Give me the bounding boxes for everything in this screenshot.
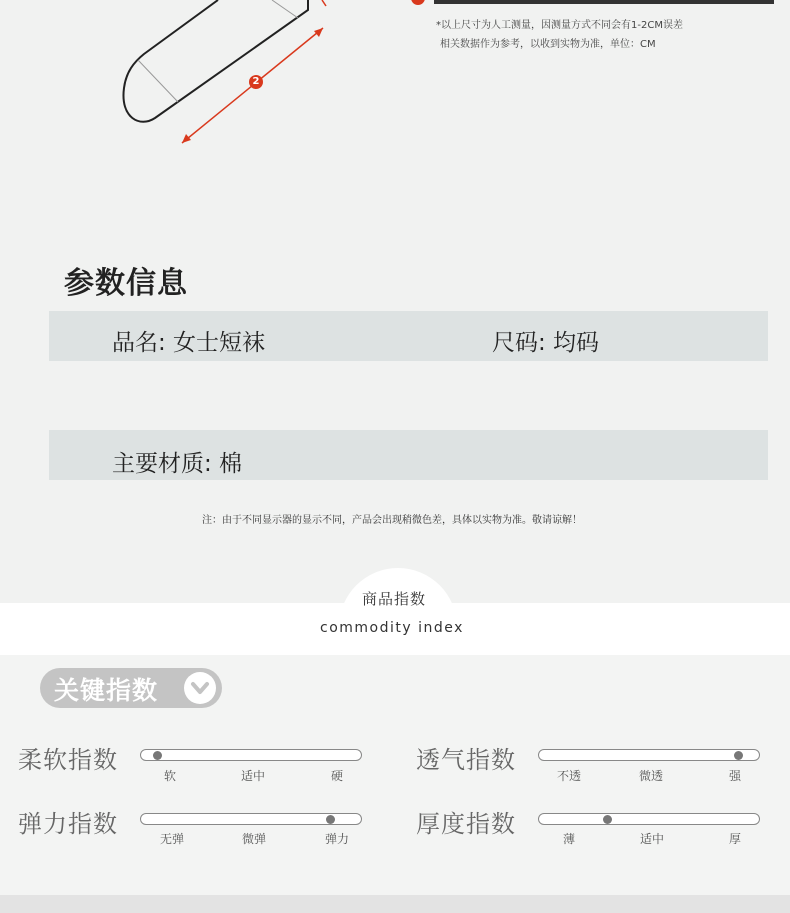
breathability-tick-low: 不透: [556, 769, 582, 783]
thickness-tick-mid: 适中: [639, 832, 665, 846]
measurement-note-1: *以上尺寸为人工测量，因测量方式不同会有1-2CM误差: [436, 20, 683, 31]
marker-2-label: 2: [252, 76, 260, 87]
parameters-title: 参数信息: [64, 266, 188, 301]
thickness-level-dot: [603, 815, 612, 824]
breathability-track: [538, 749, 760, 761]
elasticity-track: [140, 813, 362, 825]
arrow-top-partial: [322, 0, 326, 6]
thickness-tick-high: 厚: [728, 832, 742, 846]
breathability-tick-high: 强: [728, 769, 742, 783]
sock-outline: [123, 0, 308, 122]
softness-level-dot: [153, 751, 162, 760]
measurement-note-2: 相关数据作为参考，以收到实物为准，单位：CM: [440, 39, 656, 50]
cropped-heading-text: [434, 0, 774, 4]
bottom-divider-strip: [0, 895, 790, 913]
softness-tick-low: 软: [163, 769, 177, 783]
elasticity-tick-low: 无弹: [159, 832, 185, 846]
elasticity-tick-high: 弹力: [324, 832, 350, 846]
arrow-head-end: [314, 28, 323, 37]
thickness-index-label: 厚度指数: [416, 810, 516, 838]
softness-tick-mid: 适中: [240, 769, 266, 783]
thickness-tick-low: 薄: [562, 832, 576, 846]
breathability-index-label: 透气指数: [416, 746, 516, 774]
arrow-head-start: [182, 134, 191, 143]
commodity-index-title: 商品指数: [362, 590, 427, 608]
elasticity-level-dot: [326, 815, 335, 824]
breathability-level-dot: [734, 751, 743, 760]
softness-track: [140, 749, 362, 761]
softness-index-label: 柔软指数: [18, 746, 118, 774]
sock-seam-top: [272, 0, 298, 18]
breathability-tick-mid: 微透: [638, 769, 664, 783]
chevron-down-icon: [184, 672, 216, 704]
thickness-track: [538, 813, 760, 825]
product-size: 尺码: 均码: [492, 330, 600, 356]
color-disclaimer: 注：由于不同显示器的显示不同，产品会出现稍微色差，具体以实物为准。敬请谅解！: [202, 515, 582, 526]
softness-tick-high: 硬: [330, 769, 344, 783]
commodity-index-subtitle: commodity index: [320, 620, 464, 636]
key-index-badge-label: 关键指数: [54, 676, 159, 705]
sock-seam: [138, 60, 178, 102]
chevron-down-icon-glyph: [184, 672, 216, 704]
elasticity-index-label: 弹力指数: [18, 810, 118, 838]
product-material: 主要材质: 棉: [112, 451, 243, 477]
marker-1-partial: [411, 0, 425, 5]
elasticity-tick-mid: 微弹: [241, 832, 267, 846]
product-name: 品名: 女士短袜: [112, 330, 266, 356]
